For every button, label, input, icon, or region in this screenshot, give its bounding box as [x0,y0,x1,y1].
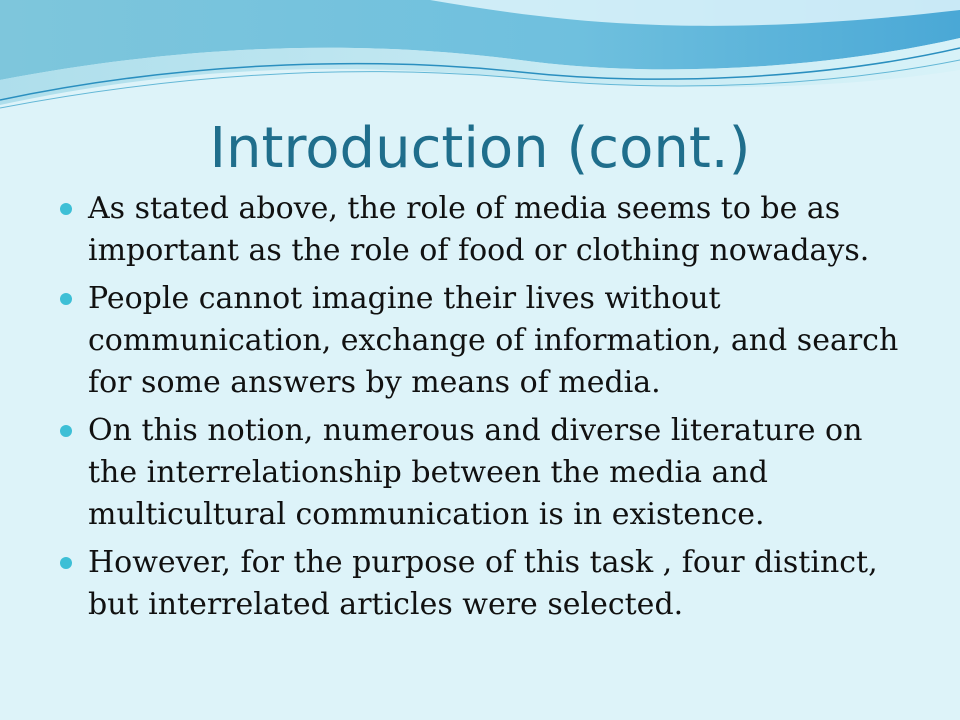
bullet-dot-icon [60,203,72,215]
header-wave-decoration [0,0,960,120]
bullet-text: People cannot imagine their lives without communication, exchange of information, and search for some answers by means of media. [88,281,899,400]
bullet-dot-icon [60,425,72,437]
bullet-text: As stated above, the role of media seems to be as important as the role of food or clothing nowadays. [88,191,870,268]
bullet-dot-icon [60,293,72,305]
bullet-item [60,278,920,404]
bullet-item [60,542,920,626]
bullet-list [60,188,920,632]
bullet-item [60,410,920,536]
slide-title: Introduction (cont.) [209,116,751,181]
bullet-text: However, for the purpose of this task , four distinct, but interrelated articles were selected. [88,545,878,622]
bullet-text: On this notion, numerous and diverse literature on the interrelationship between the media and multicultural communication is in existence. [88,413,863,532]
bullet-item [60,188,920,272]
bullet-dot-icon [60,557,72,569]
